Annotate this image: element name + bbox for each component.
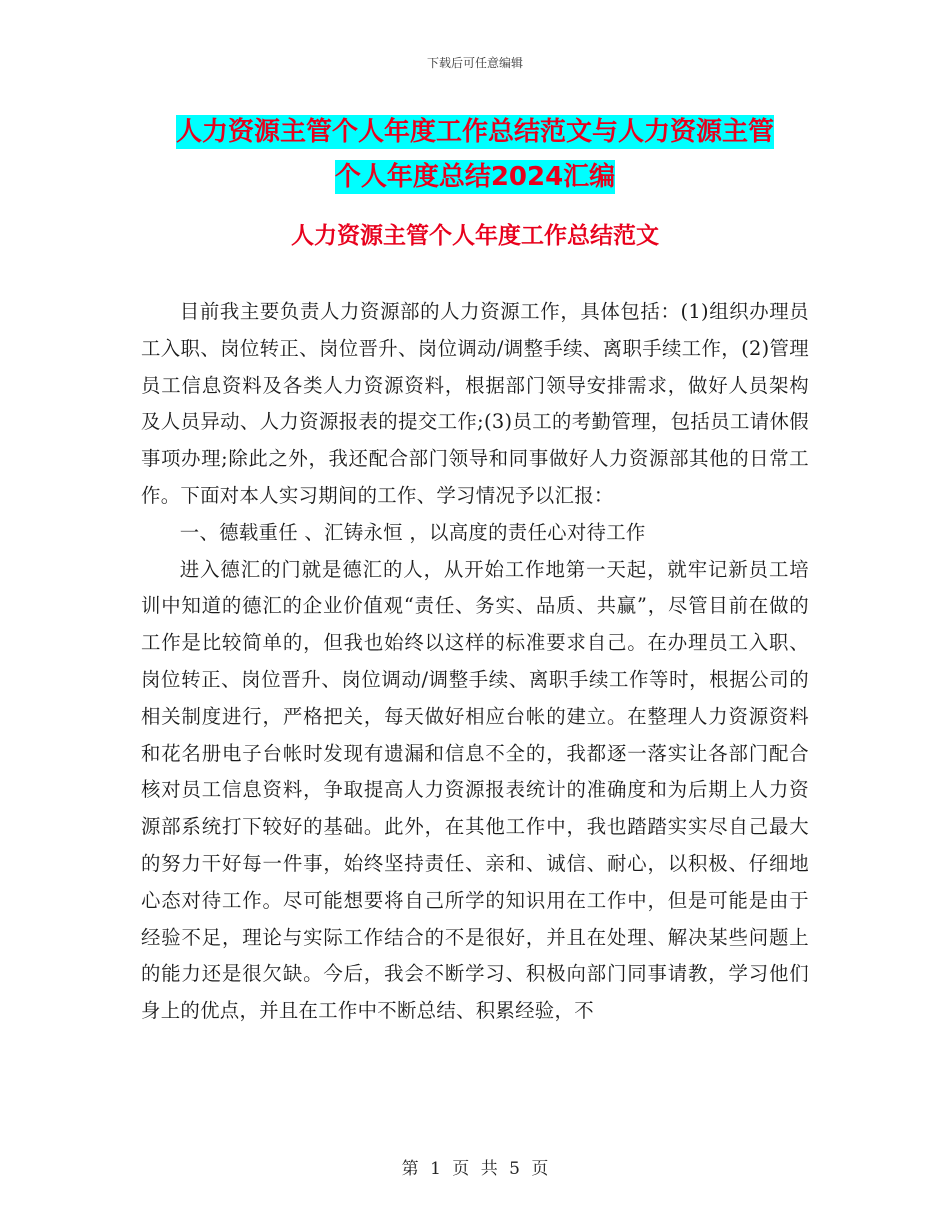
title-line-1: 人力资源主管个人年度工作总结范文与人力资源主管 <box>175 117 774 147</box>
title-line-2: 个人年度总结2024汇编 <box>334 162 616 192</box>
header-note: 下载后可任意编辑 <box>426 56 523 70</box>
section-heading: 一、德载重任 、汇铸永恒 ，以高度的责任心对待工作 <box>179 520 646 544</box>
document-title <box>140 110 810 200</box>
document-body <box>141 294 809 1030</box>
paragraph: 进入德汇的门就是德汇的人，从开始工作地第一天起，就牢记新员工培训中知道的德汇的企业价值观“责任、务实、品质、共赢”，尽管目前在做的工作是比较简单的，但我也始终以这样的标准要求自己。在办理员工入职、岗位转正、岗位晋升、岗位调动/调整手续、离职手续工作等时，根据公司的相关制度进行，严格把关，每天做好相应台帐的建立。在整理人力资源资料和花名册电子台帐时发现有遗漏和信息不全的，我都逐一落实让各部门配合核对员工信息资料，争取提高人力资源报表统计的准确度和为后期上人力资源部系统打下较好的基础。此外，在其他工作中，我也踏踏实实尽自己最大的努力干好每一件事，始终坚持责任、亲和、诚信、耐心，以积极、仔细地心态对待工作。尽可能想要将自己所学的知识用在工作中，但是可能是由于经验不足，理论与实际工作结合的不是很好，并且在处理、解决某些问题上的能力还是很欠缺。今后，我会不断学习、积极向部门同事请教，学习他们身上的优点，并且在工作中不断总结、积累经验，不 <box>141 557 809 1023</box>
section-title: 人力资源主管个人年度工作总结范文 <box>291 223 659 249</box>
paragraph: 目前我主要负责人力资源部的人力资源工作，具体包括：(1)组织办理员工入职、岗位转正、岗位晋升、岗位调动/调整手续、离职手续工作，(2)管理员工信息资料及各类人力资源资料，根据部门领导安排需求，做好人员架构及人员异动、人力资源报表的提交工作;(3)员工的考勤管理，包括员工请休假事项办理;除此之外，我还配合部门领导和同事做好人力资源部其他的日常工作。下面对本人实习期间的工作、学习情况予以汇报： <box>141 300 809 507</box>
page-number: 第 1 页 共 5 页 <box>401 1159 549 1179</box>
